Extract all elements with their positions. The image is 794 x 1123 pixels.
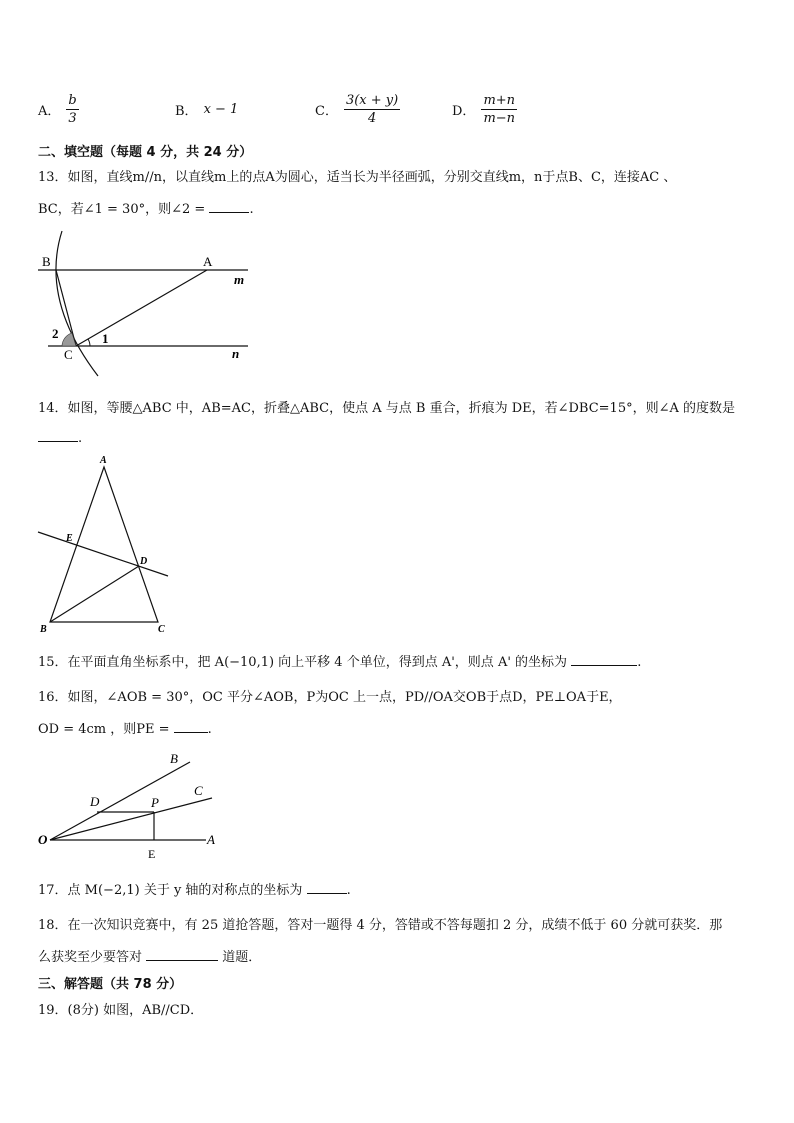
q14-label-d: D	[140, 556, 148, 567]
q16-label-c: C	[194, 783, 203, 798]
q16-period: .	[207, 722, 212, 737]
q13-label-b: B	[42, 254, 51, 269]
q18-answer-blank[interactable]	[146, 948, 218, 961]
q13-label-2: 2	[52, 326, 59, 341]
q16-label-a: A	[207, 832, 215, 847]
q13-line1: 13．如图，直线m//n，以直线m上的点A为圆心，适当长为半径画弧，分别交直线m，n于点B、C，连接AC 、	[38, 170, 677, 185]
q18-line2-end: 道题．	[222, 950, 262, 965]
q14-period: .	[78, 431, 83, 446]
q13-label-c: C	[64, 347, 73, 362]
q16-label-b: B	[170, 751, 178, 766]
q18-line2-start: 么获奖至少要答对	[38, 950, 143, 965]
q18-line2	[38, 946, 261, 965]
q16-label-d: D	[90, 794, 100, 809]
q13-period: .	[249, 202, 254, 217]
option-b-expression: x − 1	[203, 101, 239, 117]
q14-line1: 14．如图，等腰△ABC 中，AB=AC，折叠△ABC，使点 A 与点 B 重合，折痕为 DE，若∠DBC=15°，则∠A 的度数是	[38, 401, 736, 416]
q17-line	[38, 879, 351, 898]
option-d-numerator: m+n	[483, 92, 516, 108]
q16-line2-text: OD = 4cm ，则PE =	[38, 722, 170, 737]
q16-label-e: E	[148, 847, 156, 861]
q16-line1: 16．如图，∠AOB = 30°，OC 平分∠AOB，P为OC 上一点，PD//OA交OB于点D，PE⊥OA于E，	[38, 690, 622, 705]
q15-text: 15．在平面直角坐标系中，把 A(−10,1) 向上平移 4 个单位，得到点 A'，则点 A' 的坐标为	[38, 655, 568, 670]
q14-label-e: E	[66, 533, 73, 544]
q13-label-1: 1	[102, 331, 109, 346]
q16-label-p: P	[151, 795, 159, 810]
q13-label-a: A	[203, 254, 213, 269]
option-c-letter: C．	[315, 103, 338, 119]
q19-line: 19．(8分) 如图，AB//CD．	[38, 1003, 204, 1018]
q14-label-b: B	[40, 624, 47, 635]
option-a-letter: A．	[38, 103, 61, 119]
q17-answer-blank[interactable]	[307, 881, 347, 894]
q13-line2-text: BC，若∠1 = 30°，则∠2 =	[38, 202, 206, 217]
q17-period: .	[346, 883, 351, 898]
q13-label-n: n	[232, 346, 240, 361]
option-c-numerator: 3(x + y)	[345, 92, 399, 108]
q14-label-a: A	[100, 455, 107, 466]
option-d-letter: D．	[452, 103, 476, 119]
q17-text: 17．点 M(−2,1) 关于 y 轴的对称点的坐标为	[38, 883, 303, 898]
option-a-denominator: 3	[68, 110, 77, 126]
option-b-letter: B．	[175, 103, 198, 119]
q13-label-m: m	[234, 272, 245, 287]
q14-label-c: C	[158, 624, 165, 635]
q15-period: .	[637, 655, 642, 670]
option-d-denominator: m−n	[483, 110, 516, 126]
section-2-title: 二、填空题（每题 4 分，共 24 分）	[38, 145, 253, 160]
section-3-title: 三、解答题（共 78 分）	[38, 977, 183, 992]
option-c-denominator: 4	[367, 110, 377, 126]
q16-label-o: O	[38, 832, 48, 847]
q18-line1: 18．在一次知识竞赛中，有 25 道抢答题，答对一题得 4 分，答错或不答每题扣 2 分，成绩不低于 60 分就可获奖．那	[38, 918, 723, 933]
option-a-numerator: b	[68, 92, 77, 108]
